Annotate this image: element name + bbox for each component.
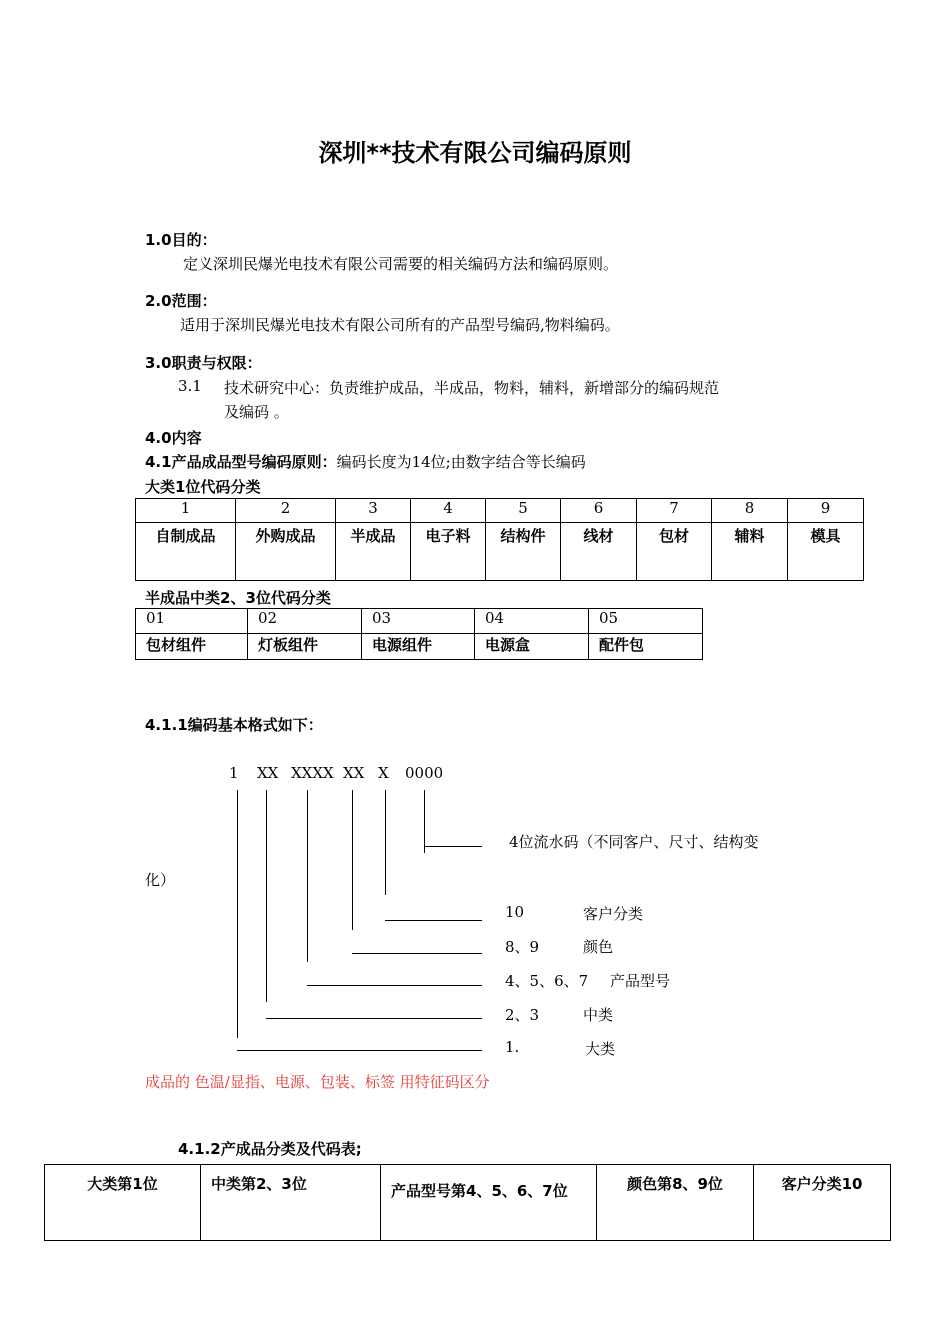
- code-part: X: [378, 764, 389, 782]
- position-number: 10: [505, 903, 525, 921]
- format-heading: 4.1.1编码基本格式如下：: [145, 716, 323, 734]
- table3-caption: 4.1.2产成品分类及代码表;: [178, 1140, 362, 1158]
- subcategory-table: [135, 608, 703, 660]
- feature-code-note: 成品的 色温/显指、电源、包装、标签 用特征码区分: [145, 1073, 490, 1091]
- connector-vertical: [352, 790, 353, 930]
- table3-header: 大类第1位: [45, 1165, 201, 1241]
- connector-vertical: [424, 790, 425, 853]
- position-label: 大类: [585, 1040, 616, 1058]
- section-4-1-line: [145, 451, 586, 472]
- category-code: 4: [411, 499, 486, 523]
- table3-header: 产品型号第4、5、6、7位: [381, 1165, 597, 1241]
- connector-vertical: [266, 790, 267, 1002]
- category-code: 7: [637, 499, 712, 523]
- section-3-item-text-cont: 及编码 。: [224, 403, 289, 421]
- subcategory-code: 04: [475, 609, 589, 634]
- subcategory-name: 灯板组件: [248, 634, 362, 660]
- category-table: [135, 498, 864, 581]
- connector-horizontal: [424, 846, 482, 847]
- section-3-item-number: 3.1: [178, 377, 202, 395]
- section-3-heading: 3.0职责与权限：: [145, 354, 262, 372]
- table3-header: 客户分类10: [754, 1165, 891, 1241]
- subcategory-name: 包材组件: [136, 634, 248, 660]
- connector-vertical: [237, 790, 238, 1038]
- position-label: 中类: [583, 1006, 614, 1024]
- code-part: 0000: [405, 764, 444, 782]
- position-number: 8、9: [505, 938, 540, 956]
- connector-horizontal: [237, 1050, 482, 1051]
- code-part: XXXX: [291, 764, 334, 782]
- page-title: 深圳**技术有限公司编码原则: [318, 139, 632, 167]
- category-code: 2: [236, 499, 336, 523]
- subcategory-code: 05: [589, 609, 703, 634]
- connector-horizontal: [385, 920, 482, 921]
- code-part: XX: [257, 764, 279, 782]
- serial-label: 4位流水码（不同客户、尺寸、结构变: [509, 833, 759, 851]
- category-name: 辅料: [712, 523, 788, 581]
- section-2-heading: 2.0范围：: [145, 292, 217, 310]
- table3-header: 中类第2、3位: [201, 1165, 381, 1241]
- category-name: 电子料: [411, 523, 486, 581]
- table1-caption: 大类1位代码分类: [145, 478, 261, 496]
- section-3-item-text: 技术研究中心：负责维护成品，半成品，物料，辅料，新增部分的编码规范: [224, 379, 720, 397]
- category-name: 包材: [637, 523, 712, 581]
- category-code: 8: [712, 499, 788, 523]
- section-1-text: 定义深圳民爆光电技术有限公司需要的相关编码方法和编码原则。: [183, 255, 619, 273]
- code-part: 1: [229, 764, 239, 782]
- subcategory-code: 01: [136, 609, 248, 634]
- category-name: 结构件: [486, 523, 561, 581]
- subcategory-name: 配件包: [589, 634, 703, 660]
- category-name: 自制成品: [136, 523, 236, 581]
- category-name: 外购成品: [236, 523, 336, 581]
- connector-horizontal: [352, 953, 482, 954]
- category-name: 半成品: [336, 523, 411, 581]
- section-4-1-text: 编码长度为14位;由数字结合等长编码: [336, 453, 586, 471]
- code-part: XX: [343, 764, 365, 782]
- table2-caption: 半成品中类2、3位代码分类: [145, 589, 331, 607]
- category-name: 线材: [561, 523, 637, 581]
- section-4-1-heading: 4.1产品成品型号编码原则：: [145, 453, 337, 471]
- connector-horizontal: [266, 1018, 482, 1019]
- category-code: 5: [486, 499, 561, 523]
- section-1-heading: 1.0目的：: [145, 231, 217, 249]
- connector-vertical: [385, 790, 386, 895]
- position-label: 颜色: [583, 938, 614, 956]
- category-code: 3: [336, 499, 411, 523]
- category-code: 1: [136, 499, 236, 523]
- connector-horizontal: [307, 985, 482, 986]
- section-4-heading: 4.0内容: [145, 429, 202, 447]
- serial-label-cont: 化）: [145, 871, 176, 889]
- position-label: 客户分类: [583, 905, 644, 923]
- product-code-table: [44, 1164, 891, 1241]
- section-2-text: 适用于深圳民爆光电技术有限公司所有的产品型号编码,物料编码。: [180, 316, 620, 334]
- category-code: 9: [788, 499, 864, 523]
- subcategory-code: 03: [362, 609, 475, 634]
- category-code: 6: [561, 499, 637, 523]
- position-number: 2、3: [505, 1006, 540, 1024]
- connector-vertical: [307, 790, 308, 962]
- position-label: 产品型号: [610, 972, 671, 990]
- subcategory-name: 电源组件: [362, 634, 475, 660]
- table3-header: 颜色第8、9位: [597, 1165, 754, 1241]
- subcategory-name: 电源盒: [475, 634, 589, 660]
- category-name: 模具: [788, 523, 864, 581]
- position-number: 1.: [505, 1038, 520, 1056]
- position-number: 4、5、6、7: [505, 972, 589, 990]
- subcategory-code: 02: [248, 609, 362, 634]
